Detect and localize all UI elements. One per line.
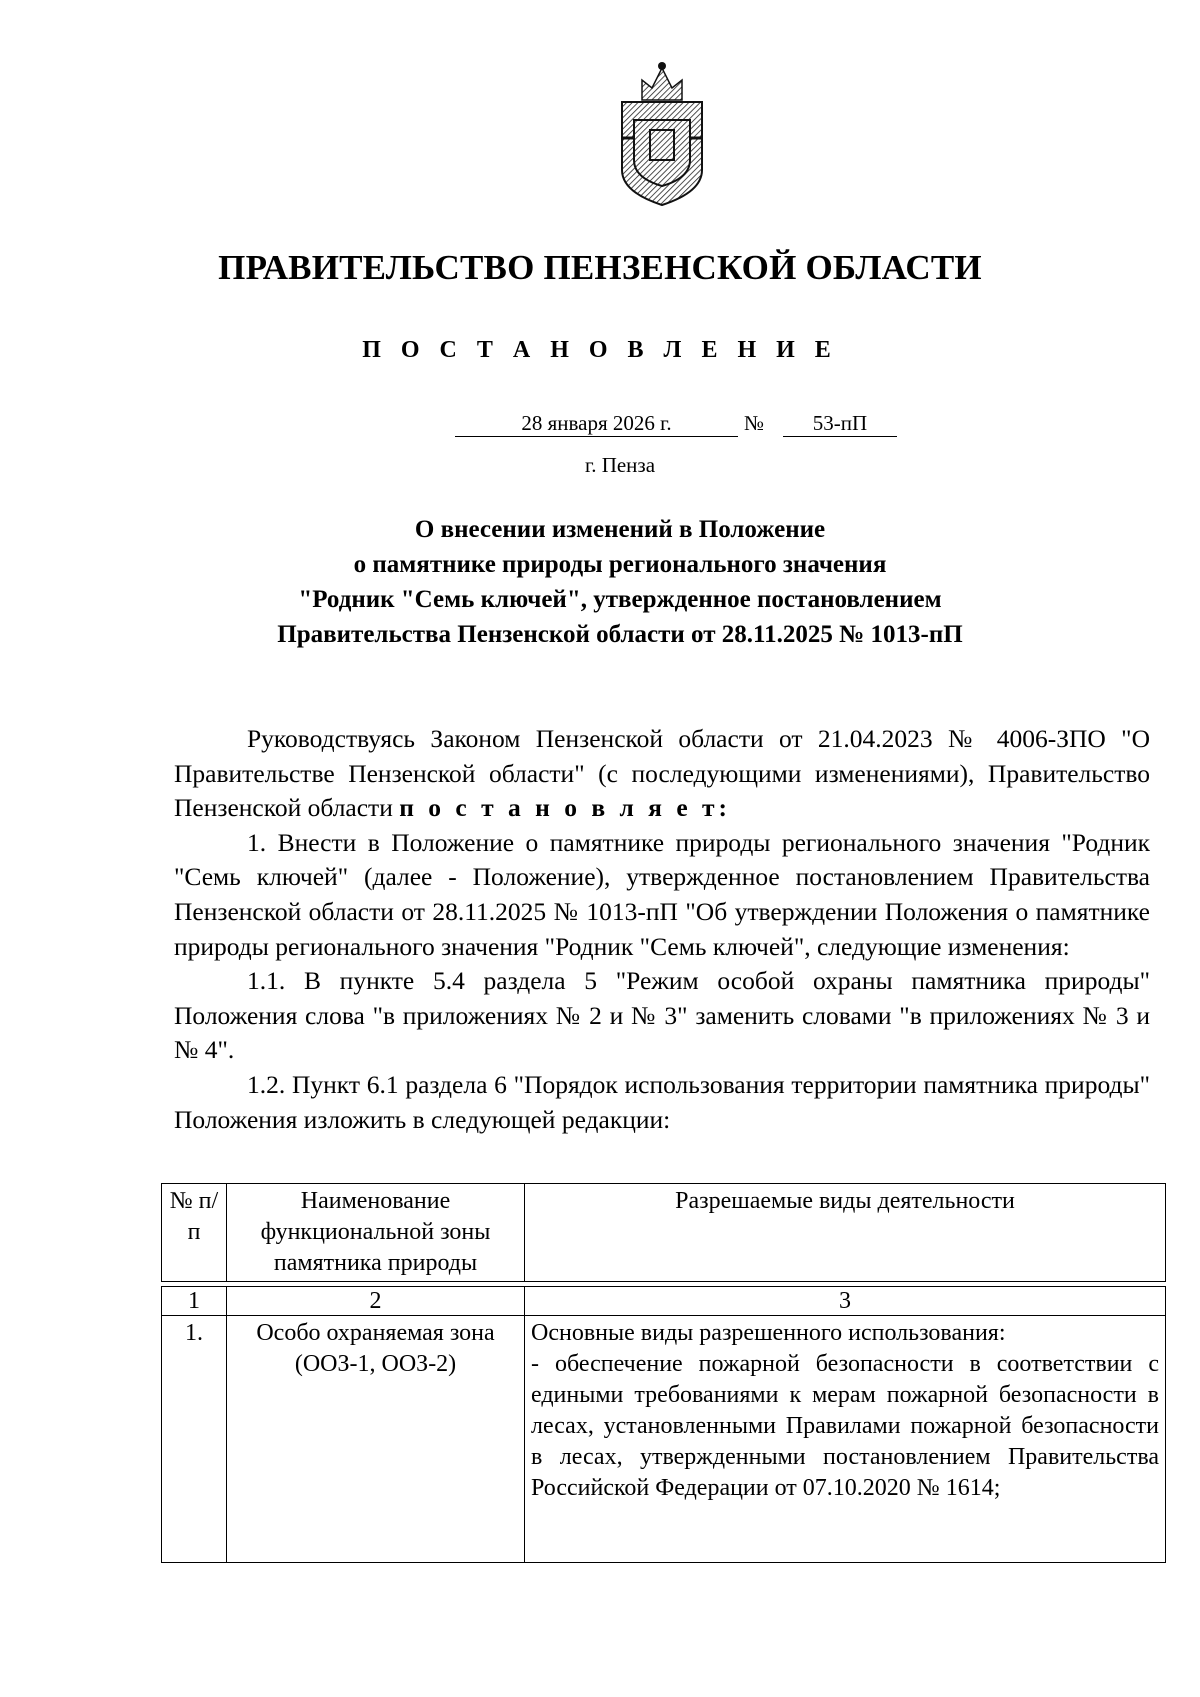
column-number: 2	[227, 1287, 525, 1316]
number-sign: №	[744, 411, 765, 435]
subject-line: "Родник "Семь ключей", утвержденное постановлением	[298, 586, 942, 613]
document-body	[174, 722, 1150, 1137]
subject-line: О внесении изменений в Положение	[414, 516, 826, 543]
coat-of-arms-emblem	[612, 60, 712, 210]
header-col-activities: Разрешаемые виды деятельности	[525, 1184, 1166, 1282]
column-number: 1	[162, 1287, 227, 1316]
organization-title: ПРАВИТЕЛЬСТВО ПЕНЗЕНСКОЙ ОБЛАСТИ	[218, 248, 982, 287]
header-col-zone: Наименование функциональной зоны памятника природы	[227, 1184, 525, 1282]
row-zone: Особо охраняемая зона (ООЗ-1, ООЗ-2)	[227, 1316, 525, 1563]
row-number: 1.	[162, 1316, 227, 1563]
item-1-paragraph: 1. Внести в Положение о памятнике природы регионального значения "Родник "Семь ключей" (далее - Положение), утвержденное постановлением Правительства Пензенской области от 28.11.2025 № 1013-пП "Об утверждении Положения о памятнике природы регионального значения "Родник "Семь ключей", следующие изменения:	[174, 827, 1150, 961]
decree-word: п о с т а н о в л я е т:	[399, 793, 732, 823]
document-number: 53-пП	[783, 410, 897, 437]
city: г. Пенза	[584, 453, 656, 477]
activities-table	[161, 1183, 1166, 1563]
item-1-2-paragraph: 1.2. Пункт 6.1 раздела 6 "Порядок использования территории памятника природы" Положения изложить в следующей редакции:	[174, 1069, 1150, 1134]
column-number-row	[162, 1287, 1166, 1316]
column-number: 3	[525, 1287, 1166, 1316]
row-activities	[525, 1316, 1166, 1563]
table-row	[162, 1316, 1166, 1563]
header-col-number: № п/п	[162, 1184, 227, 1282]
preamble-paragraph	[174, 722, 1150, 826]
item-1-1-paragraph: 1.1. В пункте 5.4 раздела 5 "Режим особой охраны памятника природы" Положения слова "в приложениях № 2 и № 3" заменить словами "в приложениях № 3 и № 4".	[174, 966, 1150, 1065]
activities-text: - обеспечение пожарной безопасности в соответствии с едиными требованиями к мерам пожарной безопасности в лесах, установленными Правилами пожарной безопасности в лесах, утвержденными постановлением Правительства Российской Федерации от 07.10.2020 № 1614;	[531, 1351, 1159, 1501]
subject-line: о памятнике природы регионального значения	[353, 551, 887, 578]
table-header-row	[162, 1184, 1166, 1282]
document-type: П О С Т А Н О В Л Е Н И Е	[362, 337, 838, 363]
subject-heading	[0, 512, 1200, 652]
document-date: 28 января 2026 г.	[455, 410, 738, 437]
activities-title: Основные виды разрешенного использования:	[531, 1320, 1006, 1346]
subject-line: Правительства Пензенской области от 28.11.2025 № 1013-пП	[277, 621, 963, 648]
preamble-text: Руководствуясь Законом Пензенской области от 21.04.2023 № 4006-ЗПО "О Правительстве Пензенской области" (с последующими изменениями), Правительство Пензенской области	[174, 724, 1150, 823]
